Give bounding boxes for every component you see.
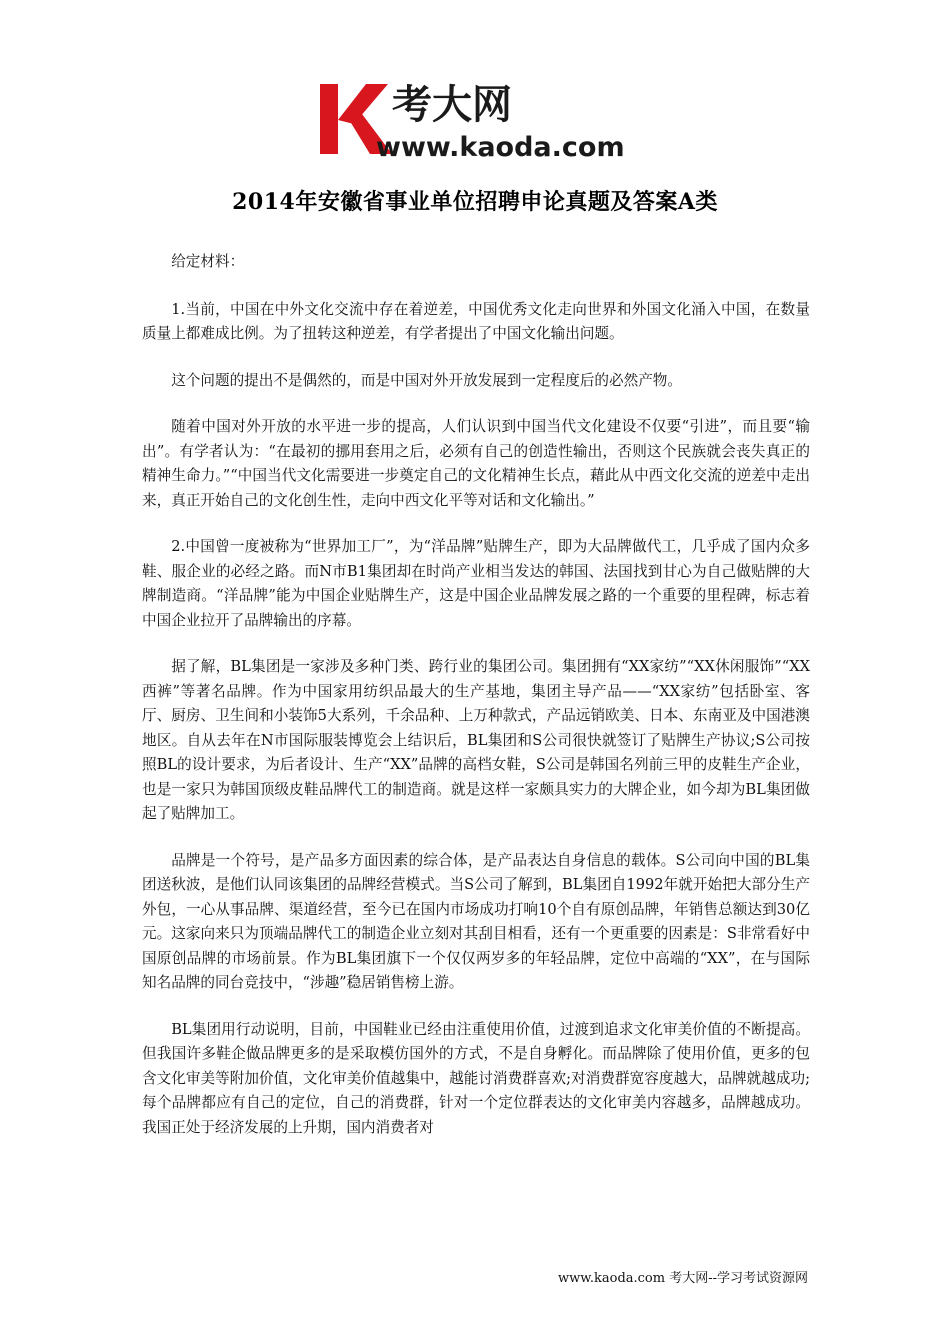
paragraph: 随着中国对外开放的水平进一步的提高，人们认识到中国当代文化建设不仅要“引进”，而且要“输出”。有学者认为：“在最初的挪用套用之后，必须有自己的创造性输出，否则这个民族就会丧失真正的精神生命力。”“中国当代文化需要进一步奠定自己的文化精神生长点，藉此从中西文化交流的逆差中走出来，真正开始自己的文化创生性，走向中西文化平等对话和文化输出。” [142, 418, 810, 509]
paragraph: 品牌是一个符号，是产品多方面因素的综合体，是产品表达自身信息的载体。S公司向中国的BL集团送秋波，是他们认同该集团的品牌经营模式。当S公司了解到，BL集团自1992年就开始把大部分生产外包，一心从事品牌、渠道经营，至今已在国内市场成功打响10个自有原创品牌，年销售总额达到30亿元。这家向来只为顶端品牌代工的制造企业立刻对其刮目相看，还有一个更重要的因素是：S非常看好中国原创品牌的市场前景。作为BL集团旗下一个仅仅两岁多的年轻品牌，定位中高端的“XX”，在与国际知名品牌的同台竞技中，“涉趣”稳居销售榜上游。 [142, 851, 810, 991]
document-body [142, 250, 810, 1162]
paragraph: 2.中国曾一度被称为“世界加工厂”，为“洋品牌”贴牌生产，即为大品牌做代工，几乎成了国内众多鞋、服企业的必经之路。而N市B1集团却在时尚产业相当发达的韩国、法国找到甘心为自己做贴牌的大牌制造商。“洋品牌”能为中国企业贴牌生产，这是中国企业品牌发展之路的一个重要的里程碑，标志着中国企业拉开了品牌输出的序幕。 [142, 538, 810, 629]
page-footer: www.kaoda.com 考大网--学习考试资源网 [558, 1271, 808, 1286]
paragraph: 这个问题的提出不是偶然的，而是中国对外开放发展到一定程度后的必然产物。 [171, 371, 682, 389]
paragraph: BL集团用行动说明，目前，中国鞋业已经由注重使用价值，过渡到追求文化审美价值的不断提高。但我国许多鞋企做品牌更多的是采取模仿国外的方式，不是自身孵化。而品牌除了使用价值，更多的包含文化审美等附加价值，文化审美价值越集中，越能讨消费群喜欢;对消费群宽容度越大，品牌就越成功;每个品牌都应有自己的定位，自己的消费群，针对一个定位群表达的文化审美内容越多，品牌越成功。我国正处于经济发展的上升期，国内消费者对 [142, 1020, 810, 1136]
logo-brand-cn: 考大网 [392, 82, 512, 128]
paragraph: 据了解，BL集团是一家涉及多种门类、跨行业的集团公司。集团拥有“XX家纺”“XX休闲服饰”“XX西裤”等著名品牌。作为中国家用纺织品最大的生产基地，集团主导产品——“XX家纺”包括卧室、客厅、厨房、卫生间和小装饰5大系列，千余品种、上万种款式，产品远销欧美、日本、东南亚及中国港澳地区。自从去年在N市国际服装博览会上结识后，BL集团和S公司很快就签订了贴牌生产协议;S公司按照BL的设计要求，为后者设计、生产“XX”品牌的高档女鞋，S公司是韩国名列前三甲的皮鞋生产企业，也是一家只为韩国顶级皮鞋品牌代工的制造商。就是这样一家颇具实力的大牌企业，如今却为BL集团做起了贴牌加工。 [142, 658, 810, 822]
document-title: 2014年安徽省事业单位招聘申论真题及答案A类 [232, 189, 718, 215]
paragraph-label: 给定材料： [171, 253, 245, 270]
logo-brand-url: www.kaoda.com [376, 132, 625, 160]
paragraph: 1.当前，中国在中外文化交流中存在着逆差，中国优秀文化走向世界和外国文化涌入中国，在数量质量上都难成比例。为了扭转这种逆差，有学者提出了中国文化输出问题。 [142, 300, 810, 342]
kaoda-logo [318, 78, 638, 160]
